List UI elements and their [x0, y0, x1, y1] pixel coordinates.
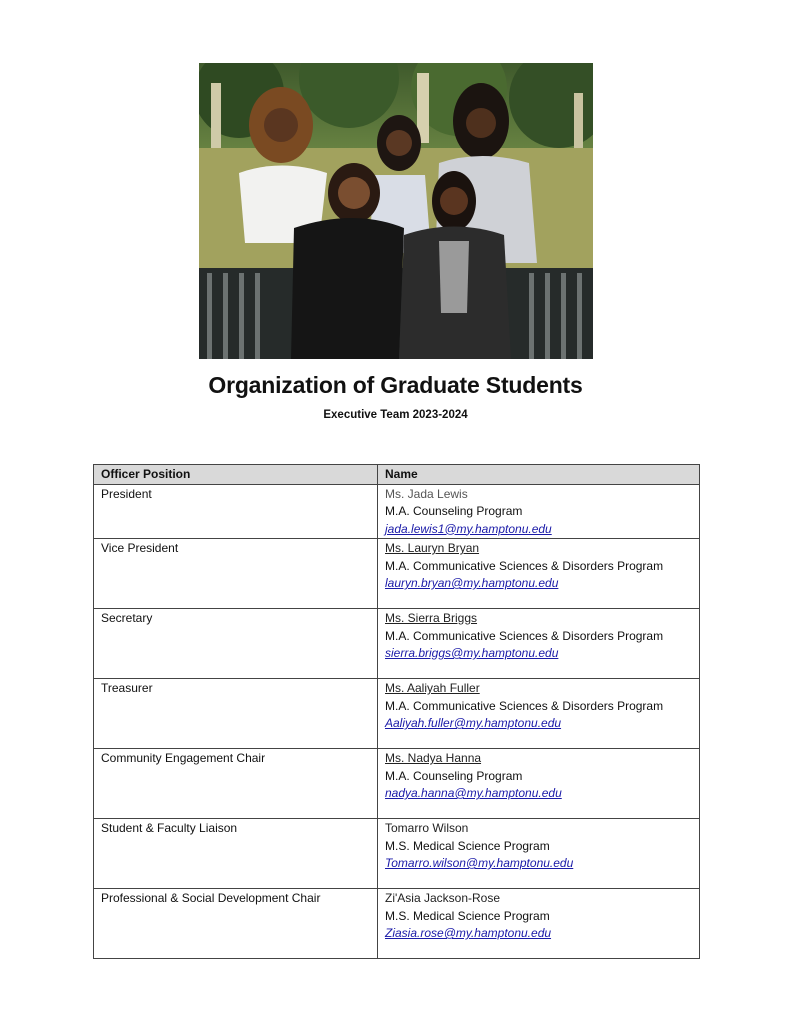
- table-row: [94, 609, 700, 679]
- group-photo-icon: [199, 63, 593, 359]
- header-officer-position: Officer Position: [94, 465, 378, 485]
- officer-name: Ms. Jada Lewis: [385, 486, 468, 501]
- officer-email-link[interactable]: Aaliyah.fuller@my.hamptonu.edu: [385, 716, 562, 730]
- officer-email-link[interactable]: jada.lewis1@my.hamptonu.edu: [385, 521, 552, 536]
- officer-position: Community Engagement Chair: [94, 749, 378, 819]
- officer-position: President: [94, 484, 378, 539]
- page-title: Organization of Graduate Students: [208, 372, 583, 398]
- table-row: [94, 749, 700, 819]
- officer-program: M.A. Communicative Sciences & Disorders Program: [385, 698, 664, 713]
- table-header-row: [94, 465, 700, 485]
- officer-details: [378, 749, 700, 819]
- officer-email-link[interactable]: Ziasia.rose@my.hamptonu.edu: [385, 926, 552, 940]
- officer-name: Ms. Sierra Briggs: [385, 611, 478, 625]
- officer-program: M.S. Medical Science Program: [385, 838, 550, 853]
- officer-details: [378, 679, 700, 749]
- table-row: [94, 539, 700, 609]
- officer-email-link[interactable]: nadya.hanna@my.hamptonu.edu: [385, 786, 562, 800]
- officer-email-link[interactable]: sierra.briggs@my.hamptonu.edu: [385, 646, 559, 660]
- officer-name: Ms. Lauryn Bryan: [385, 541, 480, 555]
- officer-name: Zi'Asia Jackson-Rose: [385, 891, 500, 905]
- officer-position: Secretary: [94, 609, 378, 679]
- officer-position: Vice President: [94, 539, 378, 609]
- officer-program: M.A. Communicative Sciences & Disorders Program: [385, 628, 664, 643]
- officer-program: M.A. Counseling Program: [385, 504, 523, 518]
- table-row: [94, 819, 700, 889]
- officer-details: [378, 484, 700, 539]
- officer-program: M.A. Communicative Sciences & Disorders Program: [385, 558, 664, 573]
- officer-email-link[interactable]: lauryn.bryan@my.hamptonu.edu: [385, 576, 559, 590]
- officer-program: M.S. Medical Science Program: [385, 908, 550, 923]
- table-row: [94, 484, 700, 539]
- officer-position: Professional & Social Development Chair: [94, 889, 378, 959]
- officer-details: [378, 889, 700, 959]
- officer-details: [378, 609, 700, 679]
- header-name: Name: [378, 465, 700, 485]
- officer-position: Student & Faculty Liaison: [94, 819, 378, 889]
- officer-name: Ms. Nadya Hanna: [385, 751, 482, 765]
- officer-name: Tomarro Wilson: [385, 821, 469, 835]
- table-row: [94, 679, 700, 749]
- officer-email-link[interactable]: Tomarro.wilson@my.hamptonu.edu: [385, 856, 574, 870]
- table-row: [94, 889, 700, 959]
- officer-details: [378, 539, 700, 609]
- page-subtitle: Executive Team 2023-2024: [323, 409, 468, 421]
- officer-position: Treasurer: [94, 679, 378, 749]
- group-photo: [199, 63, 593, 359]
- officer-table: [93, 464, 700, 959]
- officer-details: [378, 819, 700, 889]
- officer-program: M.A. Counseling Program: [385, 768, 523, 783]
- officer-name: Ms. Aaliyah Fuller: [385, 681, 480, 695]
